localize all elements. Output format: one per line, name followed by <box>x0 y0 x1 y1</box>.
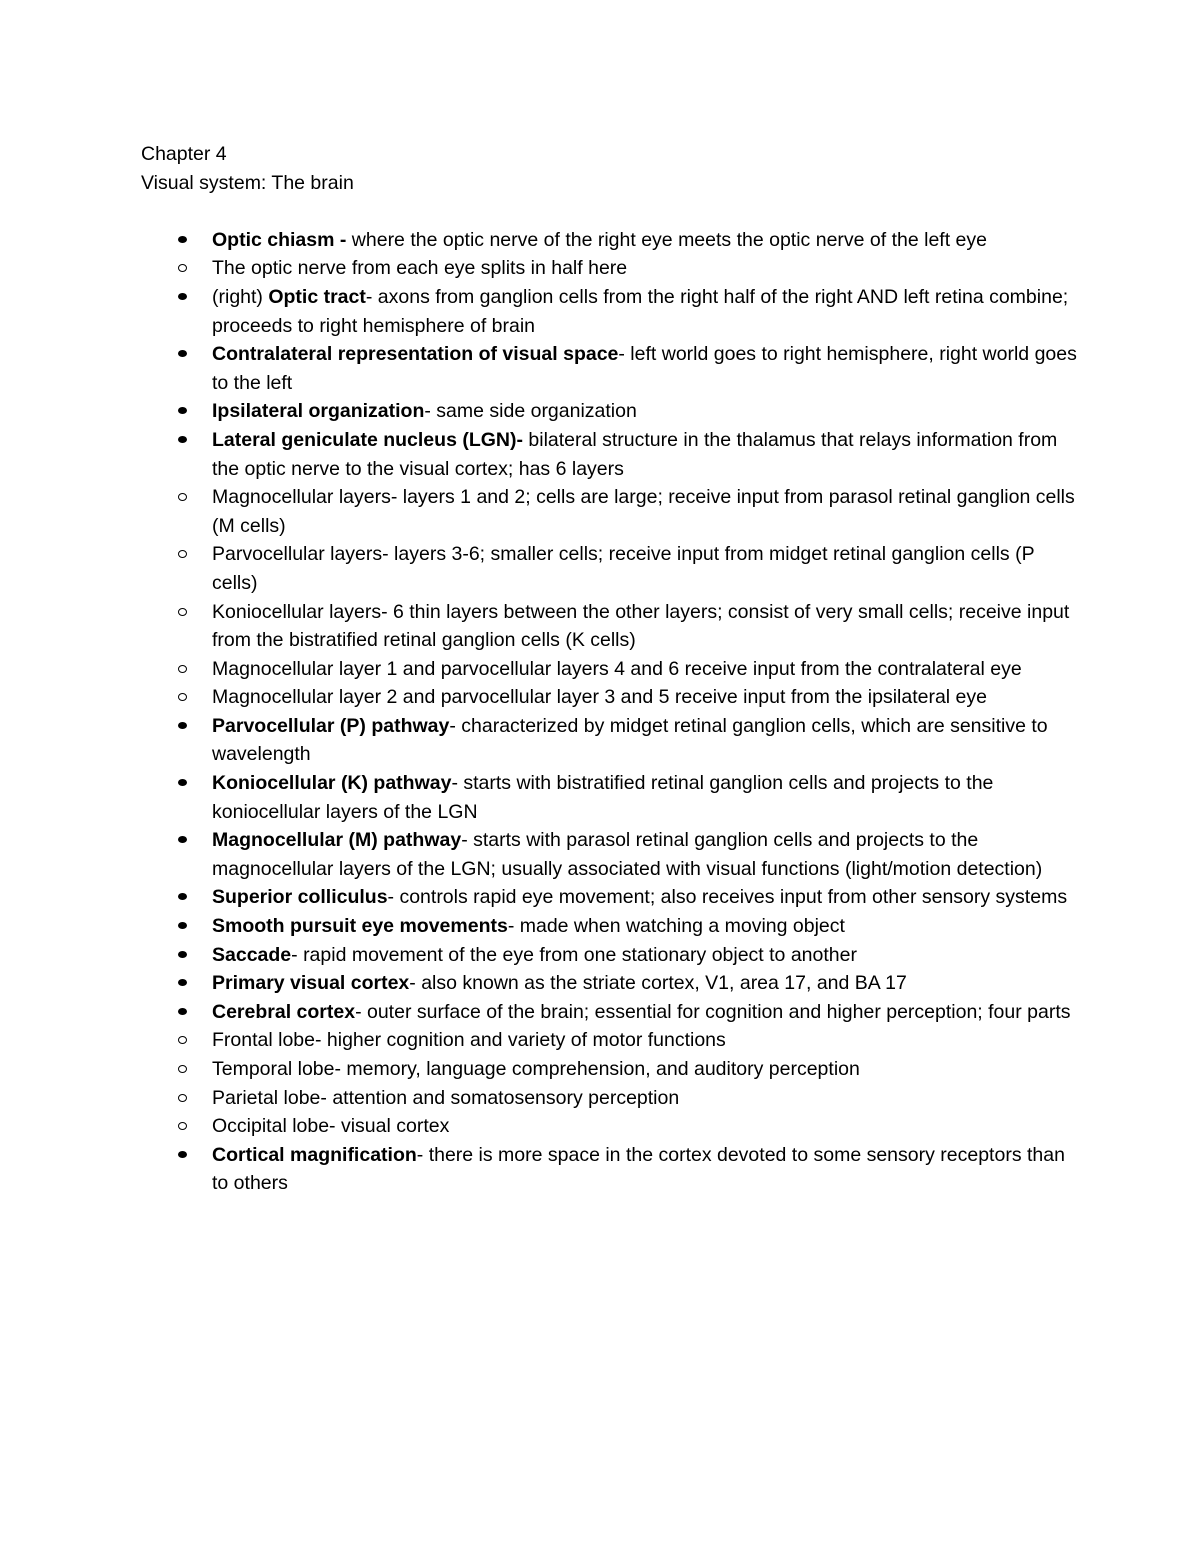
term-name: Primary visual cortex <box>212 972 410 995</box>
list-item <box>141 226 1081 255</box>
list-item <box>141 969 1081 998</box>
hollow-bullet-icon <box>178 608 187 616</box>
term-definition: - there is more space in the cortex devoted to some sensory receptors than to others <box>212 1143 1065 1195</box>
bullet-icon <box>178 979 187 986</box>
sub-list-item <box>141 683 1081 712</box>
term-prefix: (right) <box>212 285 269 308</box>
term-name: Lateral geniculate nucleus (LGN)- <box>212 428 523 451</box>
hollow-bullet-icon <box>178 665 187 673</box>
sub-list-item <box>141 540 1081 597</box>
sub-list-item <box>141 1055 1081 1084</box>
hollow-bullet-icon <box>178 1065 187 1073</box>
term-definition: - same side organization <box>424 400 637 423</box>
term-definition: - controls rapid eye movement; also receives input from other sensory systems <box>387 886 1068 909</box>
bullet-icon <box>178 951 187 958</box>
term-definition: - left world goes to right hemisphere, right world goes to the left <box>212 343 1077 394</box>
sub-item-text: Parietal lobe- attention and somatosensory perception <box>212 1086 680 1109</box>
bullet-icon <box>178 293 187 300</box>
sub-item-text: Parvocellular layers- layers 3-6; smaller cells; receive input from midget retinal ganglion cells (P cells) <box>212 543 1035 594</box>
term-name: Saccade <box>212 943 292 966</box>
chapter-heading: Chapter 4 <box>141 143 227 165</box>
term-name: Koniocellular (K) pathway <box>212 772 452 795</box>
term-name: Cerebral cortex <box>212 1000 356 1023</box>
sub-list-item <box>141 1084 1081 1113</box>
term-definition: - also known as the striate cortex, V1, area 17, and BA 17 <box>409 972 907 995</box>
sub-list-item <box>141 1026 1081 1055</box>
sub-list-item <box>141 483 1081 540</box>
bullet-icon <box>178 836 187 843</box>
sub-list-item <box>141 598 1081 655</box>
sub-item-text: Magnocellular layer 1 and parvocellular layers 4 and 6 receive input from the contralateral eye <box>212 657 1022 680</box>
sub-item-text: Magnocellular layers- layers 1 and 2; cells are large; receive input from parasol retinal ganglion cells (M cells) <box>212 486 1075 537</box>
sub-item-text: Frontal lobe- higher cognition and variety of motor functions <box>212 1029 726 1052</box>
sub-list-container <box>141 1026 1081 1140</box>
hollow-bullet-icon <box>178 1122 187 1130</box>
bullet-icon <box>178 779 187 786</box>
sub-item-text: Temporal lobe- memory, language comprehension, and auditory perception <box>212 1058 860 1080</box>
term-definition: - outer surface of the brain; essential for cognition and higher perception; four parts <box>355 1000 1071 1023</box>
hollow-bullet-icon <box>178 1036 187 1044</box>
chapter-subtitle: Visual system: The brain <box>141 171 354 194</box>
bullet-icon <box>178 407 187 414</box>
list-item <box>141 1141 1081 1198</box>
term-definition: - starts with bistratified retinal ganglion cells and projects to the koniocellular layers of the LGN <box>212 772 994 823</box>
bullet-icon <box>178 722 187 729</box>
sub-list-container <box>141 254 1081 283</box>
list-item <box>141 283 1081 340</box>
sub-item-text: Magnocellular layer 2 and parvocellular layer 3 and 5 receive input from the ipsilateral eye <box>212 686 988 709</box>
list-item <box>141 883 1081 912</box>
blank-line <box>141 197 1081 226</box>
list-item <box>141 769 1081 826</box>
bullet-icon <box>178 922 187 929</box>
term-name: Contralateral representation of visual space <box>212 343 619 366</box>
list-item <box>141 426 1081 483</box>
list-item <box>141 998 1081 1027</box>
document-content <box>141 140 1081 1198</box>
term-name: Optic chiasm - <box>212 228 347 251</box>
term-name: Superior colliculus <box>212 886 388 909</box>
hollow-bullet-icon <box>178 264 187 272</box>
list-item <box>141 712 1081 769</box>
term-definition: - axons from ganglion cells from the right half of the right AND left retina combine; proceeds to right hemisphere of brain <box>212 285 1069 337</box>
sub-item-text: Koniocellular layers- 6 thin layers between the other layers; consist of very small cells; receive input from the bistratified retinal ganglion cells (K cells) <box>212 600 1070 652</box>
bullet-icon <box>178 1151 187 1158</box>
bullet-icon <box>178 436 187 443</box>
term-definition: bilateral structure in the thalamus that relays information from the optic nerve to the visual cortex; has 6 layers <box>212 428 1058 480</box>
term-definition: - rapid movement of the eye from one stationary object to another <box>291 943 857 966</box>
list-item <box>141 941 1081 970</box>
hollow-bullet-icon <box>178 550 187 558</box>
terms-list <box>141 226 1081 1198</box>
list-item <box>141 826 1081 883</box>
sub-list-container <box>141 483 1081 712</box>
term-definition: - made when watching a moving object <box>507 915 845 938</box>
bullet-icon <box>178 350 187 357</box>
list-item <box>141 340 1081 397</box>
sub-item-text: Occipital lobe- visual cortex <box>212 1115 450 1138</box>
bullet-icon <box>178 236 187 243</box>
hollow-bullet-icon <box>178 693 187 701</box>
term-name: Parvocellular (P) pathway <box>212 714 450 737</box>
list-item <box>141 912 1081 941</box>
sub-list <box>141 254 1081 283</box>
sub-list <box>141 1026 1081 1140</box>
term-name: Optic tract <box>268 285 366 308</box>
bullet-icon <box>178 1008 187 1015</box>
sub-list-item <box>141 1112 1081 1141</box>
term-name: Cortical magnification <box>212 1143 417 1166</box>
sub-list <box>141 483 1081 712</box>
term-name: Magnocellular (M) pathway <box>212 829 462 852</box>
bullet-icon <box>178 893 187 900</box>
term-definition: - starts with parasol retinal ganglion cells and projects to the magnocellular layers of the LGN; usually associated with visual functions (light/motion detection) <box>212 829 1043 880</box>
term-name: Smooth pursuit eye movements <box>212 915 508 938</box>
sub-list-item <box>141 254 1081 283</box>
list-item <box>141 397 1081 426</box>
sub-list-item <box>141 655 1081 684</box>
hollow-bullet-icon <box>178 1094 187 1102</box>
term-definition: - characterized by midget retinal ganglion cells, which are sensitive to wavelength <box>212 714 1048 766</box>
term-name: Ipsilateral organization <box>212 400 425 423</box>
hollow-bullet-icon <box>178 493 187 501</box>
term-definition: where the optic nerve of the right eye meets the optic nerve of the left eye <box>346 228 987 251</box>
sub-item-text: The optic nerve from each eye splits in half here <box>212 257 628 280</box>
